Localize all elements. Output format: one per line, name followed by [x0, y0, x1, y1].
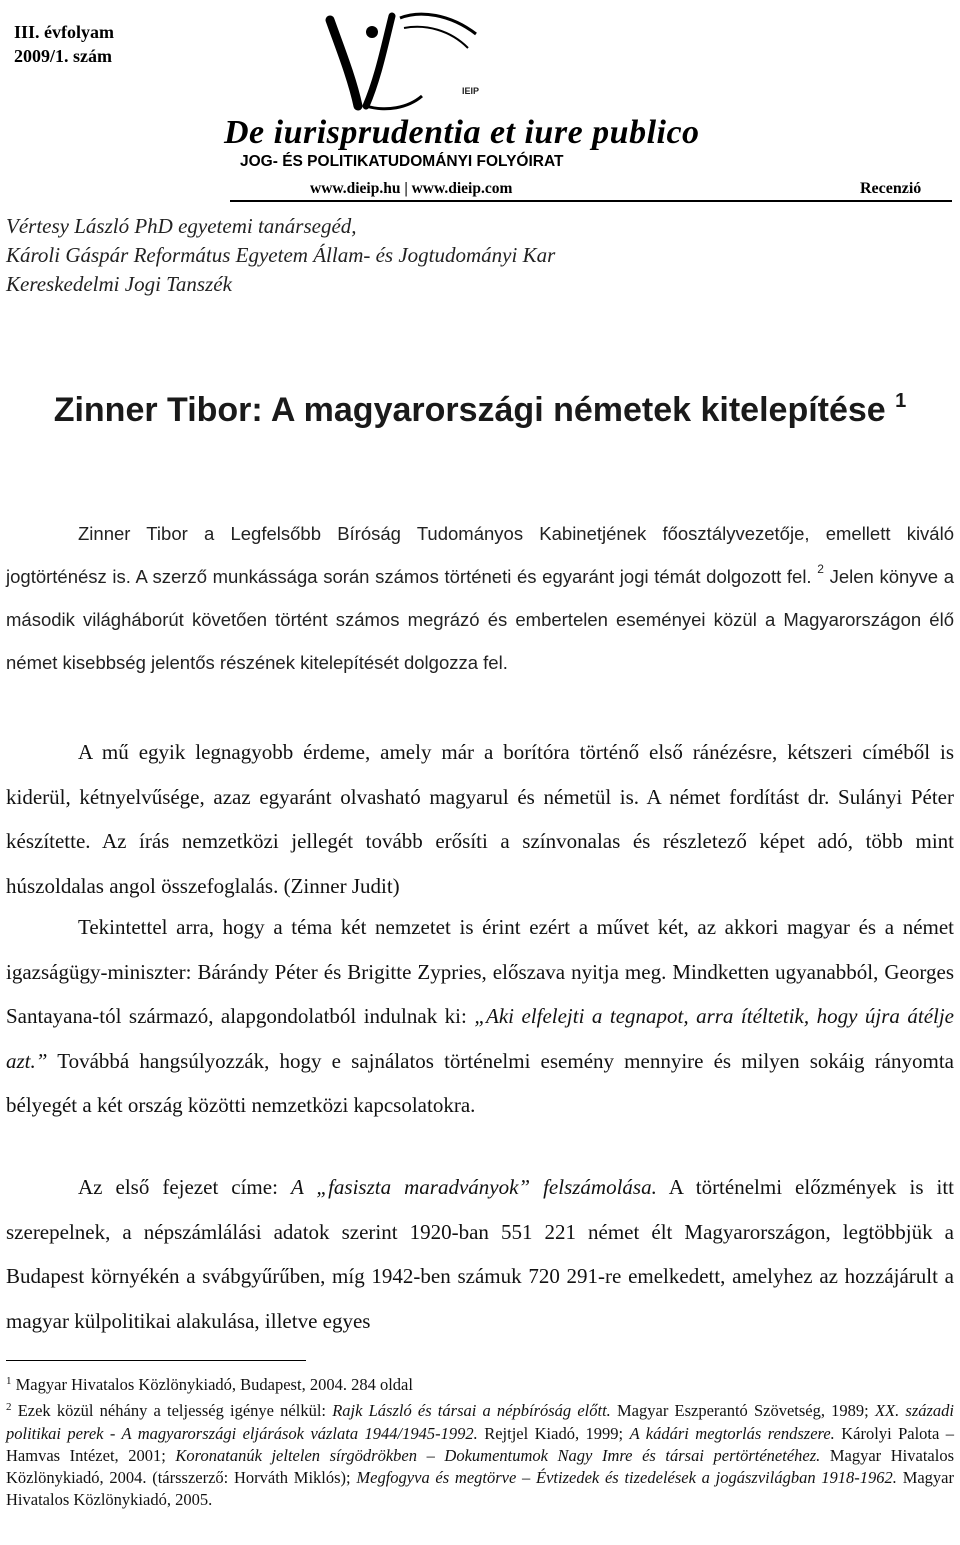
paragraph-text: Jelen könyve a második világháborút követően történt számos megrázó és embertelen eseményei közül a Magyarországon élő német kisebbség jelentős részének kitelepítését dolgozza fel.	[6, 566, 955, 673]
footnote-text: Ezek közül néhány a teljesség igénye nélkül:	[17, 1401, 326, 1421]
footnote-mark: 1	[6, 1375, 12, 1387]
footnote-text: Magyar Hivatalos Közlönykiadó, Budapest, 2004. 284 oldal	[15, 1375, 413, 1394]
footnote-text: Magyar Hivatalos Közlönykiadó, 2004. (társszerző: Horváth Miklós);	[6, 1445, 954, 1488]
footnote-text: Magyar Eszperantó Szövetség, 1989;	[617, 1401, 869, 1421]
footnote-text: Rejtjel Kiadó, 1999;	[484, 1423, 624, 1443]
article-title-text: Zinner Tibor: A magyarországi németek kitelepítése	[53, 391, 886, 429]
logo-tag: IEIP	[462, 86, 480, 96]
article-title	[0, 390, 960, 430]
paragraph-text: A történelmi előzmények is itt szerepelnek, a népszámlálási adatok szerint 1920-ban 551 221 német élt Magyarországon, legtöbbjük a Budapest környékén a svábgyűrűben, míg 1942-ben számuk 720 291-re emelkedett, amelyhez az hozzájárult a magyar külpolitikai alakulása, illetve egyes	[6, 1175, 955, 1333]
footnote-mark: 2	[6, 1401, 12, 1414]
footnote-ref-2[interactable]: 2	[817, 562, 824, 576]
section-label: Recenzió	[860, 180, 922, 197]
footnote-work-title: XX. századi politikai perek - A magyarországi eljárások vázlata 1944/1945-1992.	[6, 1401, 955, 1443]
paragraph-text: Továbbá hangsúlyozzák, hogy e sajnálatos történelmi esemény mennyire és milyen sokáig rányomta bélyegét a két ország közötti nemzetközi kapcsolatokra.	[6, 1048, 954, 1117]
footnote-text: Károlyi Palota – Hamvas Intézet, 2001;	[6, 1423, 955, 1465]
author-block	[6, 212, 555, 299]
paragraph-text: Tekintettel arra, hogy a téma két nemzetet is érint ezért a művet két, az akkori magyar és a német igazságügy-miniszter: Bárándy Péter és Brigitte Zypries, előszava nyitja meg. Mindketten ugyanabból, Georges Santayana-tól származó, alapgondolatból indulnak ki:	[6, 915, 954, 1028]
journal-logo-icon	[300, 8, 500, 116]
quote-santayana: „Aki elfelejti a tegnapot, arra ítéltetik, hogy újra átélje azt.”	[6, 1004, 955, 1073]
footnote-work-title: Koronatanúk jeltelen sírgödrökben – Dokumentumok Nagy Imre és társai pertörténetéhez.	[175, 1445, 821, 1465]
footnote-1	[6, 1374, 954, 1396]
footnote-work-title: Megfogyva és megtörve – Évtizedek és tizedelések a jogászvilágban 1918-1962.	[356, 1468, 897, 1488]
author-line: Kereskedelmi Jogi Tanszék	[6, 272, 232, 296]
footnotes	[6, 1374, 954, 1516]
journal-subtitle: JOG- ÉS POLITIKATUDOMÁNYI FOLYÓIRAT	[240, 153, 564, 170]
journal-header	[0, 0, 960, 205]
journal-motto: De iurisprudentia et iure publico	[224, 114, 700, 151]
paragraph-text: Az első fejezet címe:	[78, 1175, 278, 1199]
footnote-work-title: Rajk László és társai a népbíróság előtt.	[332, 1401, 611, 1421]
paragraph-intro	[6, 512, 954, 684]
header-divider	[230, 200, 952, 202]
paragraph-text: A mű egyik legnagyobb érdeme, amely már a borítóra történő első ránézésre, kétszeri címéből is kiderül, kétnyelvűsége, azaz egyaránt olvasható magyarul és németül is. A német fordítást dr. Sulányi Péter készítette. Az írás nemzetközi jellegét tovább erősíti a színvonalas és részletező képet adó, több mint húszoldalas angol összefoglalás. (Zinner Judit)	[6, 740, 954, 898]
footnote-ref-1[interactable]: 1	[895, 390, 907, 412]
paragraph-text: Zinner Tibor a Legfelsőbb Bíróság Tudományos Kabinetjének főosztályvezetője, emellett kiváló jogtörténész is. A szerző munkássága során számos történeti és egyaránt jogi témát dolgozott fel.	[6, 523, 954, 587]
volume-label: III. évfolyam	[14, 22, 114, 42]
volume-issue	[14, 20, 114, 68]
issue-label: 2009/1. szám	[14, 46, 112, 66]
footnote-divider	[6, 1360, 306, 1361]
paragraph-bilingual	[6, 730, 954, 908]
journal-websites[interactable]: www.dieip.hu | www.dieip.com	[310, 180, 513, 197]
author-line: Károli Gáspár Református Egyetem Állam- és Jogtudományi Kar	[6, 243, 556, 267]
footnote-work-title: A kádári megtorlás rendszere.	[629, 1423, 835, 1443]
paragraph-chapter-one	[6, 1165, 954, 1343]
footnote-2	[6, 1400, 954, 1511]
footnote-text: Magyar Hivatalos Közlönykiadó, 2005.	[6, 1468, 955, 1510]
author-line: Vértesy László PhD egyetemi tanársegéd,	[6, 214, 357, 238]
paragraph-forewords	[6, 905, 954, 1128]
chapter-title: A „fasiszta maradványok” felszámolása.	[290, 1175, 657, 1199]
